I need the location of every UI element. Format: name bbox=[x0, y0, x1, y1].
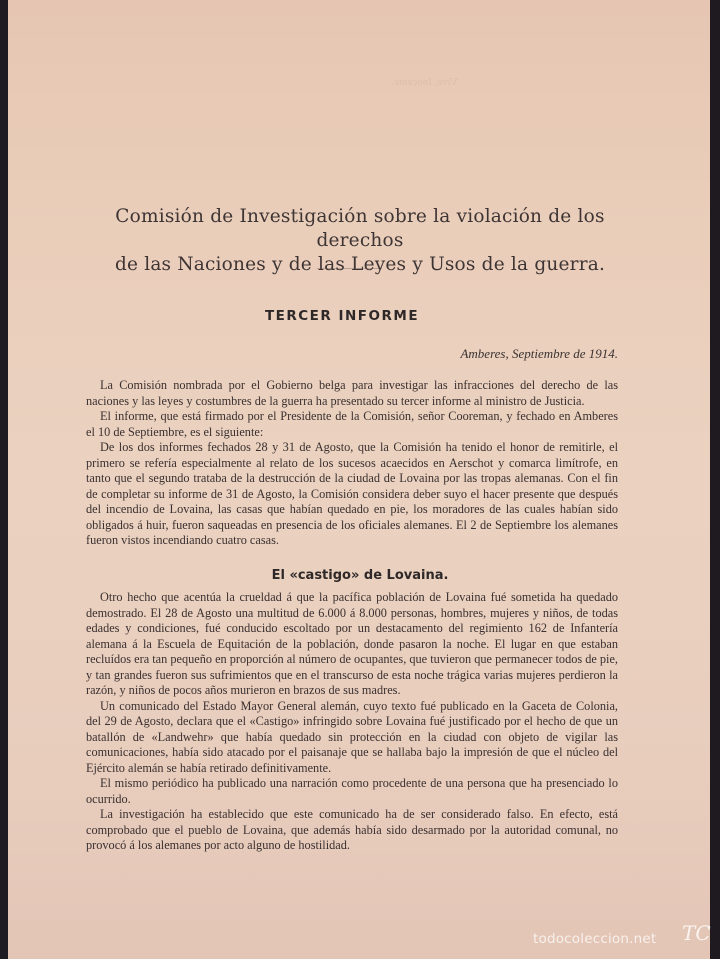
page-right-shadow bbox=[710, 0, 720, 959]
bleed-through-text: Vive, Inocente. bbox=[391, 76, 458, 88]
section-paragraph: Otro hecho que acentúa la crueldad á que la pacífica población de Lovaina fué sometida ha quedado demostrado. El 28 de Agosto una multitud de 6.000 á 8.000 personas, hombres, mujeres y niños, de todas edades y condiciones, fué conducido escoltado por un destacamento del regimiento 162 de Infantería alemana á la Escuela de Equitación de la población, donde pasaron la noche. El lugar en que estaban recluídos era tan pequeño en proporción al número de ocupantes, que tuvieron que permanecer todos de pie, y tan grandes fueron sus sufrimientos que en el transcurso de esta noche trágica varias mujeres perdieron la razón, y niños de pocos años murieron en brazos de sus madres. bbox=[86, 590, 618, 697]
title-line-1: Comisión de Investigación sobre la violación de los derechos bbox=[115, 206, 605, 251]
section-paragraph: La investigación ha establecido que este comunicado ha de ser considerado falso. En efecto, está comprobado que el pueblo de Lovaina, que además había sido desarmado por la autoridad comunal, no provocó á los alemanes por acto alguno de hostilidad. bbox=[86, 807, 618, 852]
title-divider bbox=[317, 268, 382, 269]
document-title bbox=[80, 205, 640, 277]
report-subtitle: TERCER INFORME bbox=[264, 308, 420, 324]
intro-block bbox=[86, 378, 618, 440]
dateline: Amberes, Septiembre de 1914. bbox=[460, 346, 618, 361]
report-paragraph: De los dos informes fechados 28 y 31 de Agosto, que la Comisión ha tenido el honor de remitirle, el primero se refería especialmente al relato de los sucesos acaecidos en Aerschot y comarca limítrofe, en tanto que el segundo trataba de la destrucción de la ciudad de Lovaina por las tropas alemanas. Con el fin de completar su informe de 31 de Agosto, la Comisión considera deber suyo el hacer presente que después del incendio de Lovaina, las casas que habían quedado en pie, los moradores de las cuales habían sido obligados á huir, fueron saqueadas en presencia de los oficiales alemanes. El 2 de Septiembre los alemanes fueron vistos incendiando cuatro casas. bbox=[86, 440, 618, 547]
section-heading: El «castigo» de Lovaina. bbox=[271, 568, 449, 583]
watermark-text: todocoleccion.net bbox=[533, 931, 657, 947]
title-line-2: de las Naciones y de las Leyes y Usos de la guerra. bbox=[114, 254, 606, 275]
section-block bbox=[86, 590, 618, 854]
intro-paragraph: El informe, que está firmado por el Presidente de la Comisión, señor Cooreman, y fechado en Amberes el 10 de Septiembre, es el siguiente: bbox=[86, 409, 618, 439]
watermark-logo-icon: TC bbox=[682, 921, 711, 945]
page-left-shadow bbox=[0, 0, 8, 959]
section-paragraph: El mismo periódico ha publicado una narración como procedente de una persona que ha presenciado lo ocurrido. bbox=[86, 776, 618, 806]
section-paragraph: Un comunicado del Estado Mayor General alemán, cuyo texto fué publicado en la Gaceta de Colonia, del 29 de Agosto, declara que el «Castigo» infringido sobre Lovaina fué justificado por el hecho de que un batallón de «Landwehr» que había quedado sin protección en la ciudad con objeto de vigilar las comunicaciones, había sido atacado por el paisanaje que se hallaba bajo la impresión de que el núcleo del Ejército alemán se había retirado definitivamente. bbox=[86, 698, 618, 775]
report-block bbox=[86, 440, 618, 549]
intro-paragraph: La Comisión nombrada por el Gobierno belga para investigar las infracciones del derecho de las naciones y las leyes y costumbres de la guerra ha presentado su tercer informe al ministro de Justicia. bbox=[86, 378, 618, 408]
